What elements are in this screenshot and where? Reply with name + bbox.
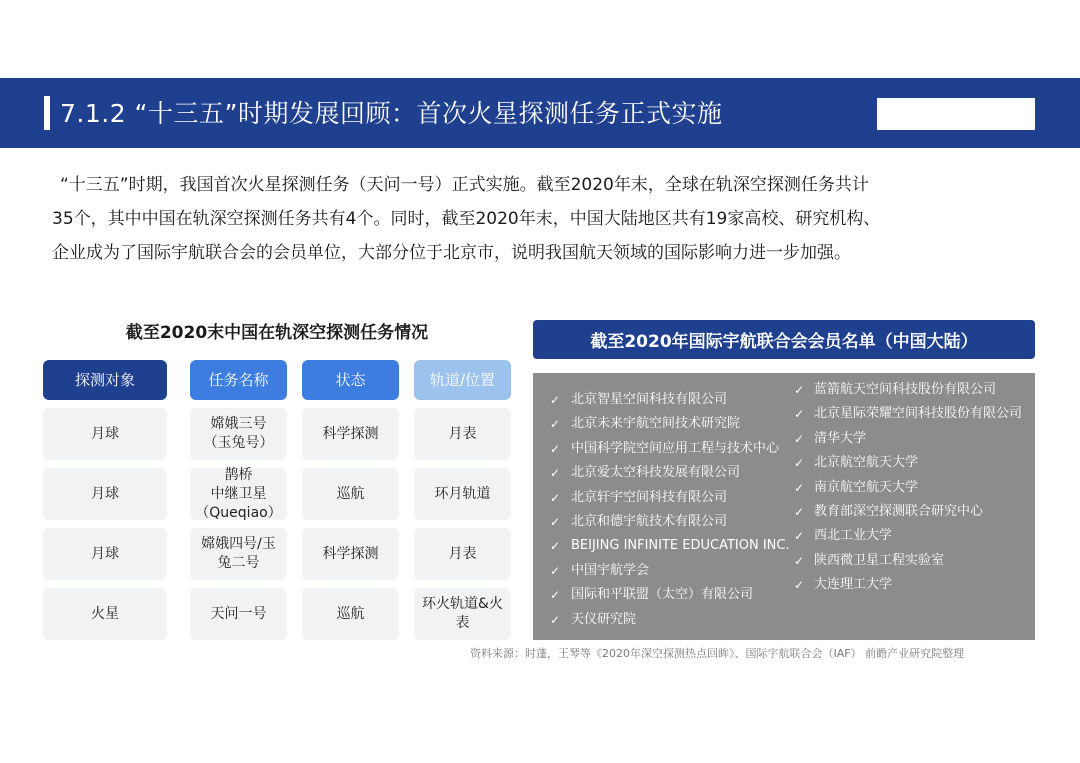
member-name: 北京星际荣耀空间科技股份有限公司 [814, 406, 1023, 422]
checkmark-icon: ✓ [550, 612, 561, 627]
cell-text [195, 466, 281, 523]
cell-status: 科学探测 [302, 408, 399, 460]
header-white-box [877, 98, 1035, 130]
members-title: 截至2020年国际宇航联合会会员名单（中国大陆） [533, 320, 1035, 359]
cell-text [422, 595, 503, 633]
missions-table-title: 截至2020末中国在轨深空探测任务情况 [125, 323, 429, 343]
cell-orbit [414, 408, 511, 460]
intro-line: 企业成为了国际宇航联合会的会员单位，大部分位于北京市，说明我国航天领域的国际影响力进一步加强。 [52, 243, 851, 263]
cell-text-line: 兔二号 [217, 555, 260, 571]
checkmark-icon: ✓ [550, 490, 561, 505]
cell-text [449, 545, 477, 564]
cell-status: 巡航 [302, 588, 399, 640]
cell-mission [190, 468, 287, 520]
cell-text [201, 535, 276, 573]
cell-text-line: （玉兔号） [203, 435, 274, 451]
member-name: 北京和德宇航技术有限公司 [571, 513, 728, 529]
left-member-item [550, 412, 790, 436]
member-name: 教育部深空探测联合研究中心 [814, 503, 984, 519]
left-member-item [550, 559, 790, 583]
cell-text-line: 天问一号 [210, 605, 267, 622]
left-member-item [550, 510, 790, 534]
cell-text-line: 环月轨道 [434, 485, 491, 502]
cell-text-line: 鹊桥 [224, 466, 253, 483]
column-header-orbit: 轨道/位置 [414, 360, 511, 400]
checkmark-icon: ✓ [550, 539, 561, 554]
member-name: 北京未来宇航空间技术研究院 [571, 416, 741, 432]
right-member-item [794, 524, 1022, 548]
member-name: 国际和平联盟（太空）有限公司 [571, 587, 754, 603]
left-member-item [550, 583, 790, 607]
checkmark-icon: ✓ [550, 514, 561, 529]
column-header-target: 探测对象 [43, 360, 167, 400]
left-member-item [550, 437, 790, 461]
cell-mission [190, 588, 287, 640]
checkmark-icon: ✓ [794, 431, 805, 446]
cell-text-line: 环火轨道&火 [422, 596, 503, 612]
checkmark-icon: ✓ [794, 553, 805, 568]
cell-orbit [414, 468, 511, 520]
cell-text-line: 嫦娥三号 [210, 416, 267, 432]
member-name: 陕西微卫星工程实验室 [814, 552, 945, 568]
member-name: 北京轩宇空间科技有限公司 [571, 489, 728, 505]
right-member-item [794, 427, 1022, 451]
cell-mission [190, 408, 287, 460]
members-list-right [794, 378, 1022, 598]
right-member-item [794, 402, 1022, 426]
right-member-item [794, 549, 1022, 573]
member-name: 北京爱太空科技发展有限公司 [571, 465, 741, 481]
cell-mission [190, 528, 287, 580]
checkmark-icon: ✓ [794, 578, 805, 593]
checkmark-icon: ✓ [794, 456, 805, 471]
left-member-item [550, 534, 790, 558]
header-accent-bar [44, 96, 50, 130]
member-name: 北京智星空间科技有限公司 [571, 392, 728, 407]
cell-orbit [414, 588, 511, 640]
member-name: 北京航空航天大学 [814, 455, 919, 471]
column-header-status: 状态 [302, 360, 399, 400]
cell-text-line: 嫦娥四号/玉 [201, 536, 276, 552]
left-member-item [550, 486, 790, 510]
column-header-mission: 任务名称 [190, 360, 287, 400]
source-note: 资料来源：时蓬，王琴等《2020年深空探测热点回眸》、国际宇航联合会（IAF） 前瞻产业研究院整理 [470, 647, 965, 660]
checkmark-icon: ✓ [550, 417, 561, 432]
cell-text-line: 月表 [448, 425, 477, 442]
intro-paragraph [52, 168, 1036, 270]
right-member-item [794, 573, 1022, 597]
cell-text [449, 425, 477, 444]
member-name: 西北工业大学 [814, 528, 893, 544]
right-member-item [794, 378, 1022, 402]
checkmark-icon: ✓ [794, 504, 805, 519]
checkmark-icon: ✓ [794, 529, 805, 544]
member-name: 大连理工大学 [814, 577, 893, 593]
member-name: 中国宇航学会 [571, 562, 650, 578]
cell-status: 科学探测 [302, 528, 399, 580]
cell-target: 月球 [43, 528, 167, 580]
cell-text-line: 表 [455, 615, 470, 631]
member-name: BEIJING INFINITE EDUCATION INC. [571, 538, 790, 554]
checkmark-icon: ✓ [550, 563, 561, 578]
member-name: 南京航空航天大学 [814, 479, 919, 495]
cell-text-line: （Queqiao） [195, 504, 282, 521]
left-member-item [550, 388, 790, 412]
cell-orbit [414, 528, 511, 580]
cell-target: 月球 [43, 468, 167, 520]
right-member-item [794, 451, 1022, 475]
cell-text-line: 中继卫星 [210, 485, 267, 502]
left-member-item [550, 461, 790, 485]
intro-line: 35个，其中中国在轨深空探测任务共有4个。同时，截至2020年末，中国大陆地区共有19家高校、研究机构、 [52, 209, 881, 229]
member-name: 蓝箭航天空间科技股份有限公司 [814, 382, 997, 397]
right-member-item [794, 500, 1022, 524]
cell-text [204, 415, 274, 453]
checkmark-icon: ✓ [794, 480, 805, 495]
left-member-item [550, 608, 790, 632]
cell-text [211, 605, 267, 624]
checkmark-icon: ✓ [550, 393, 561, 407]
checkmark-icon: ✓ [550, 441, 561, 456]
page-title: 7.1.2 “十三五”时期发展回顾：首次火星探测任务正式实施 [60, 99, 723, 128]
right-member-item [794, 476, 1022, 500]
cell-target: 月球 [43, 408, 167, 460]
checkmark-icon: ✓ [794, 383, 805, 397]
members-list-left [550, 388, 790, 632]
member-name: 天仪研究院 [571, 611, 637, 627]
cell-text [435, 485, 491, 504]
checkmark-icon: ✓ [550, 466, 561, 481]
checkmark-icon: ✓ [794, 407, 805, 422]
member-name: 清华大学 [814, 430, 867, 446]
intro-line: “十三五”时期，我国首次火星探测任务（天问一号）正式实施。截至2020年末，全球在轨深空探测任务共计 [60, 175, 869, 195]
cell-status: 巡航 [302, 468, 399, 520]
member-name: 中国科学院空间应用工程与技术中心 [571, 440, 780, 456]
cell-target: 火星 [43, 588, 167, 640]
checkmark-icon: ✓ [550, 588, 561, 603]
cell-text-line: 月表 [448, 545, 477, 562]
